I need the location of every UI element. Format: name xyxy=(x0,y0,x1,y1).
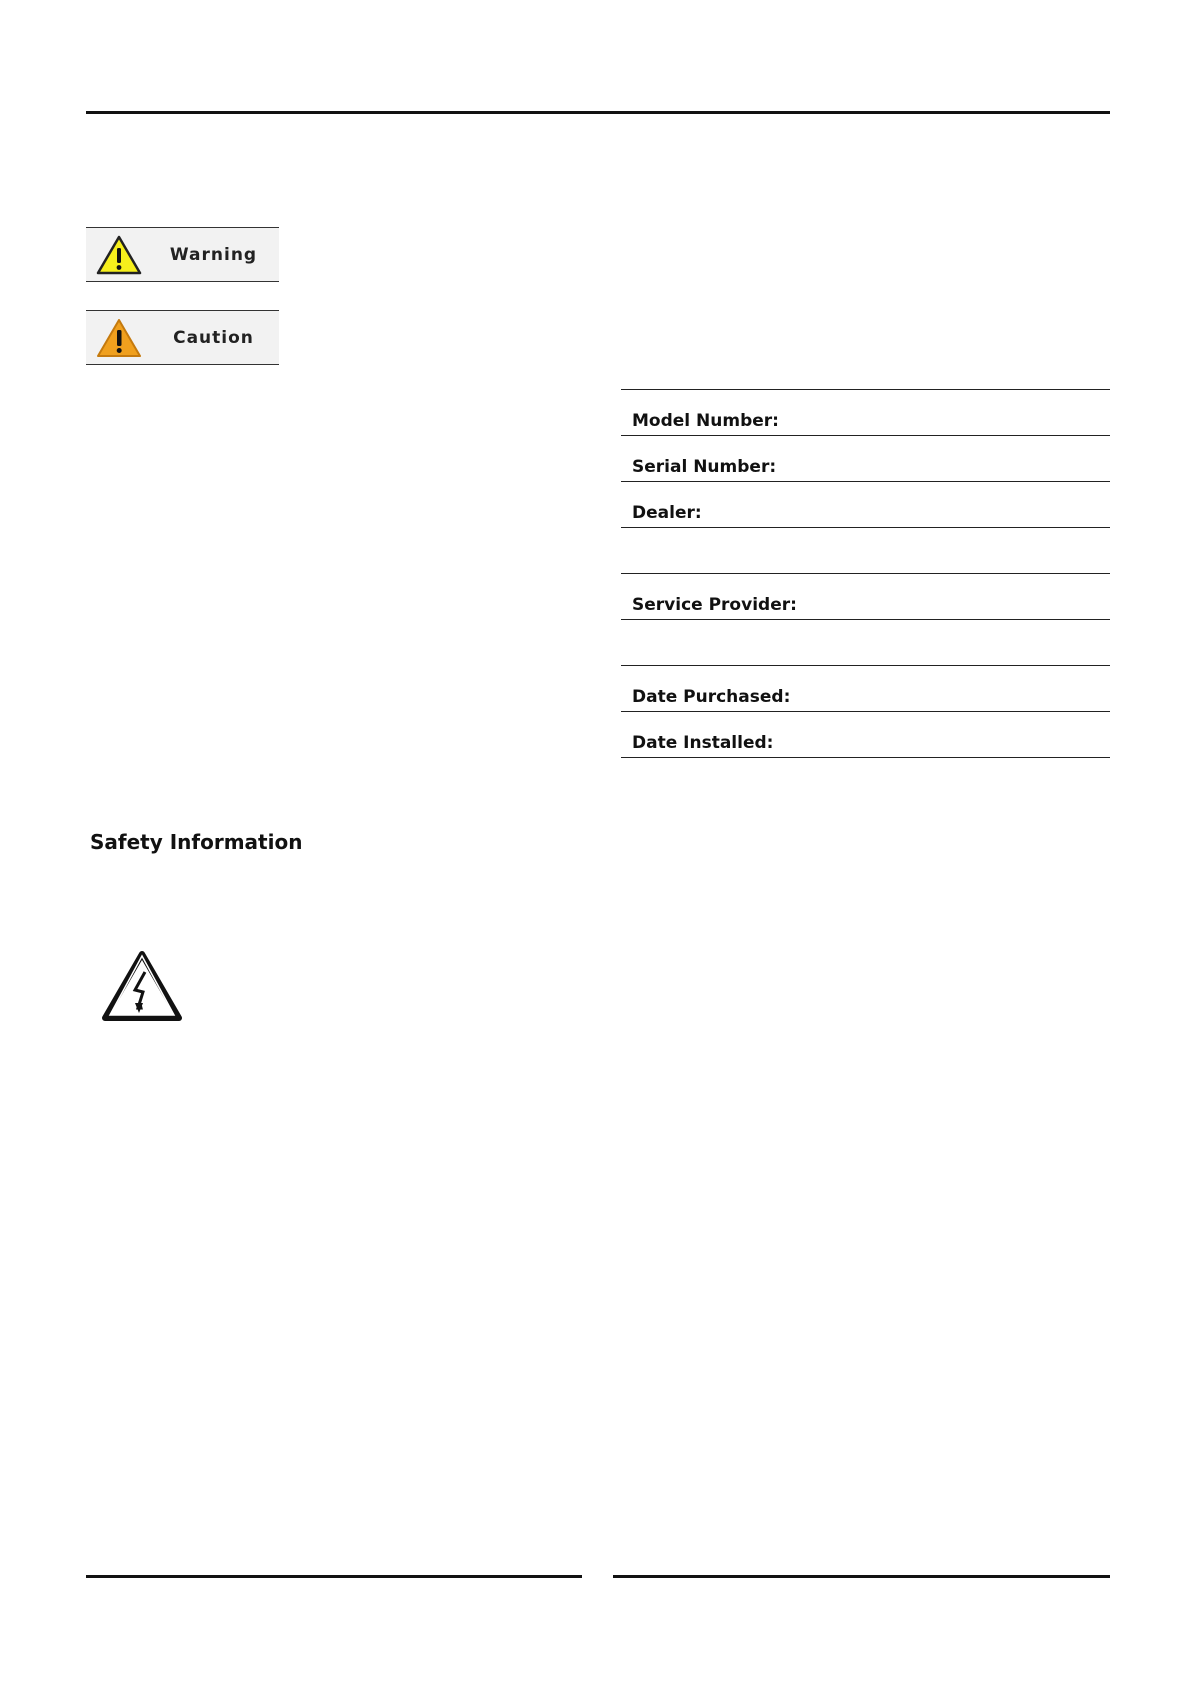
dealer-continuation-row[interactable] xyxy=(621,528,1110,574)
service-provider-continuation-row[interactable] xyxy=(621,620,1110,666)
serial-number-label: Serial Number: xyxy=(632,457,777,477)
header-rule xyxy=(86,111,1110,114)
serial-number-row[interactable] xyxy=(621,436,1110,482)
footer-rule-right xyxy=(613,1575,1110,1578)
date-installed-label: Date Installed: xyxy=(632,733,774,753)
model-number-label: Model Number: xyxy=(632,411,779,431)
electric-shock-warning-icon xyxy=(101,950,183,1022)
dealer-label: Dealer: xyxy=(632,503,702,523)
caution-label: Caution xyxy=(173,327,254,348)
date-purchased-row[interactable] xyxy=(621,666,1110,712)
product-record-form xyxy=(621,389,1110,758)
warning-label: Warning xyxy=(169,244,258,265)
service-provider-label: Service Provider: xyxy=(632,595,797,615)
safety-information-heading: Safety Information xyxy=(90,830,303,854)
warning-notice xyxy=(86,227,279,282)
date-purchased-label: Date Purchased: xyxy=(632,687,791,707)
model-number-row[interactable] xyxy=(621,390,1110,436)
caution-notice xyxy=(86,310,279,365)
dealer-row[interactable] xyxy=(621,482,1110,528)
date-installed-row[interactable] xyxy=(621,712,1110,758)
service-provider-row[interactable] xyxy=(621,574,1110,620)
caution-triangle-icon xyxy=(96,318,142,358)
warning-triangle-icon xyxy=(96,235,142,275)
footer-rule-left xyxy=(86,1575,582,1578)
